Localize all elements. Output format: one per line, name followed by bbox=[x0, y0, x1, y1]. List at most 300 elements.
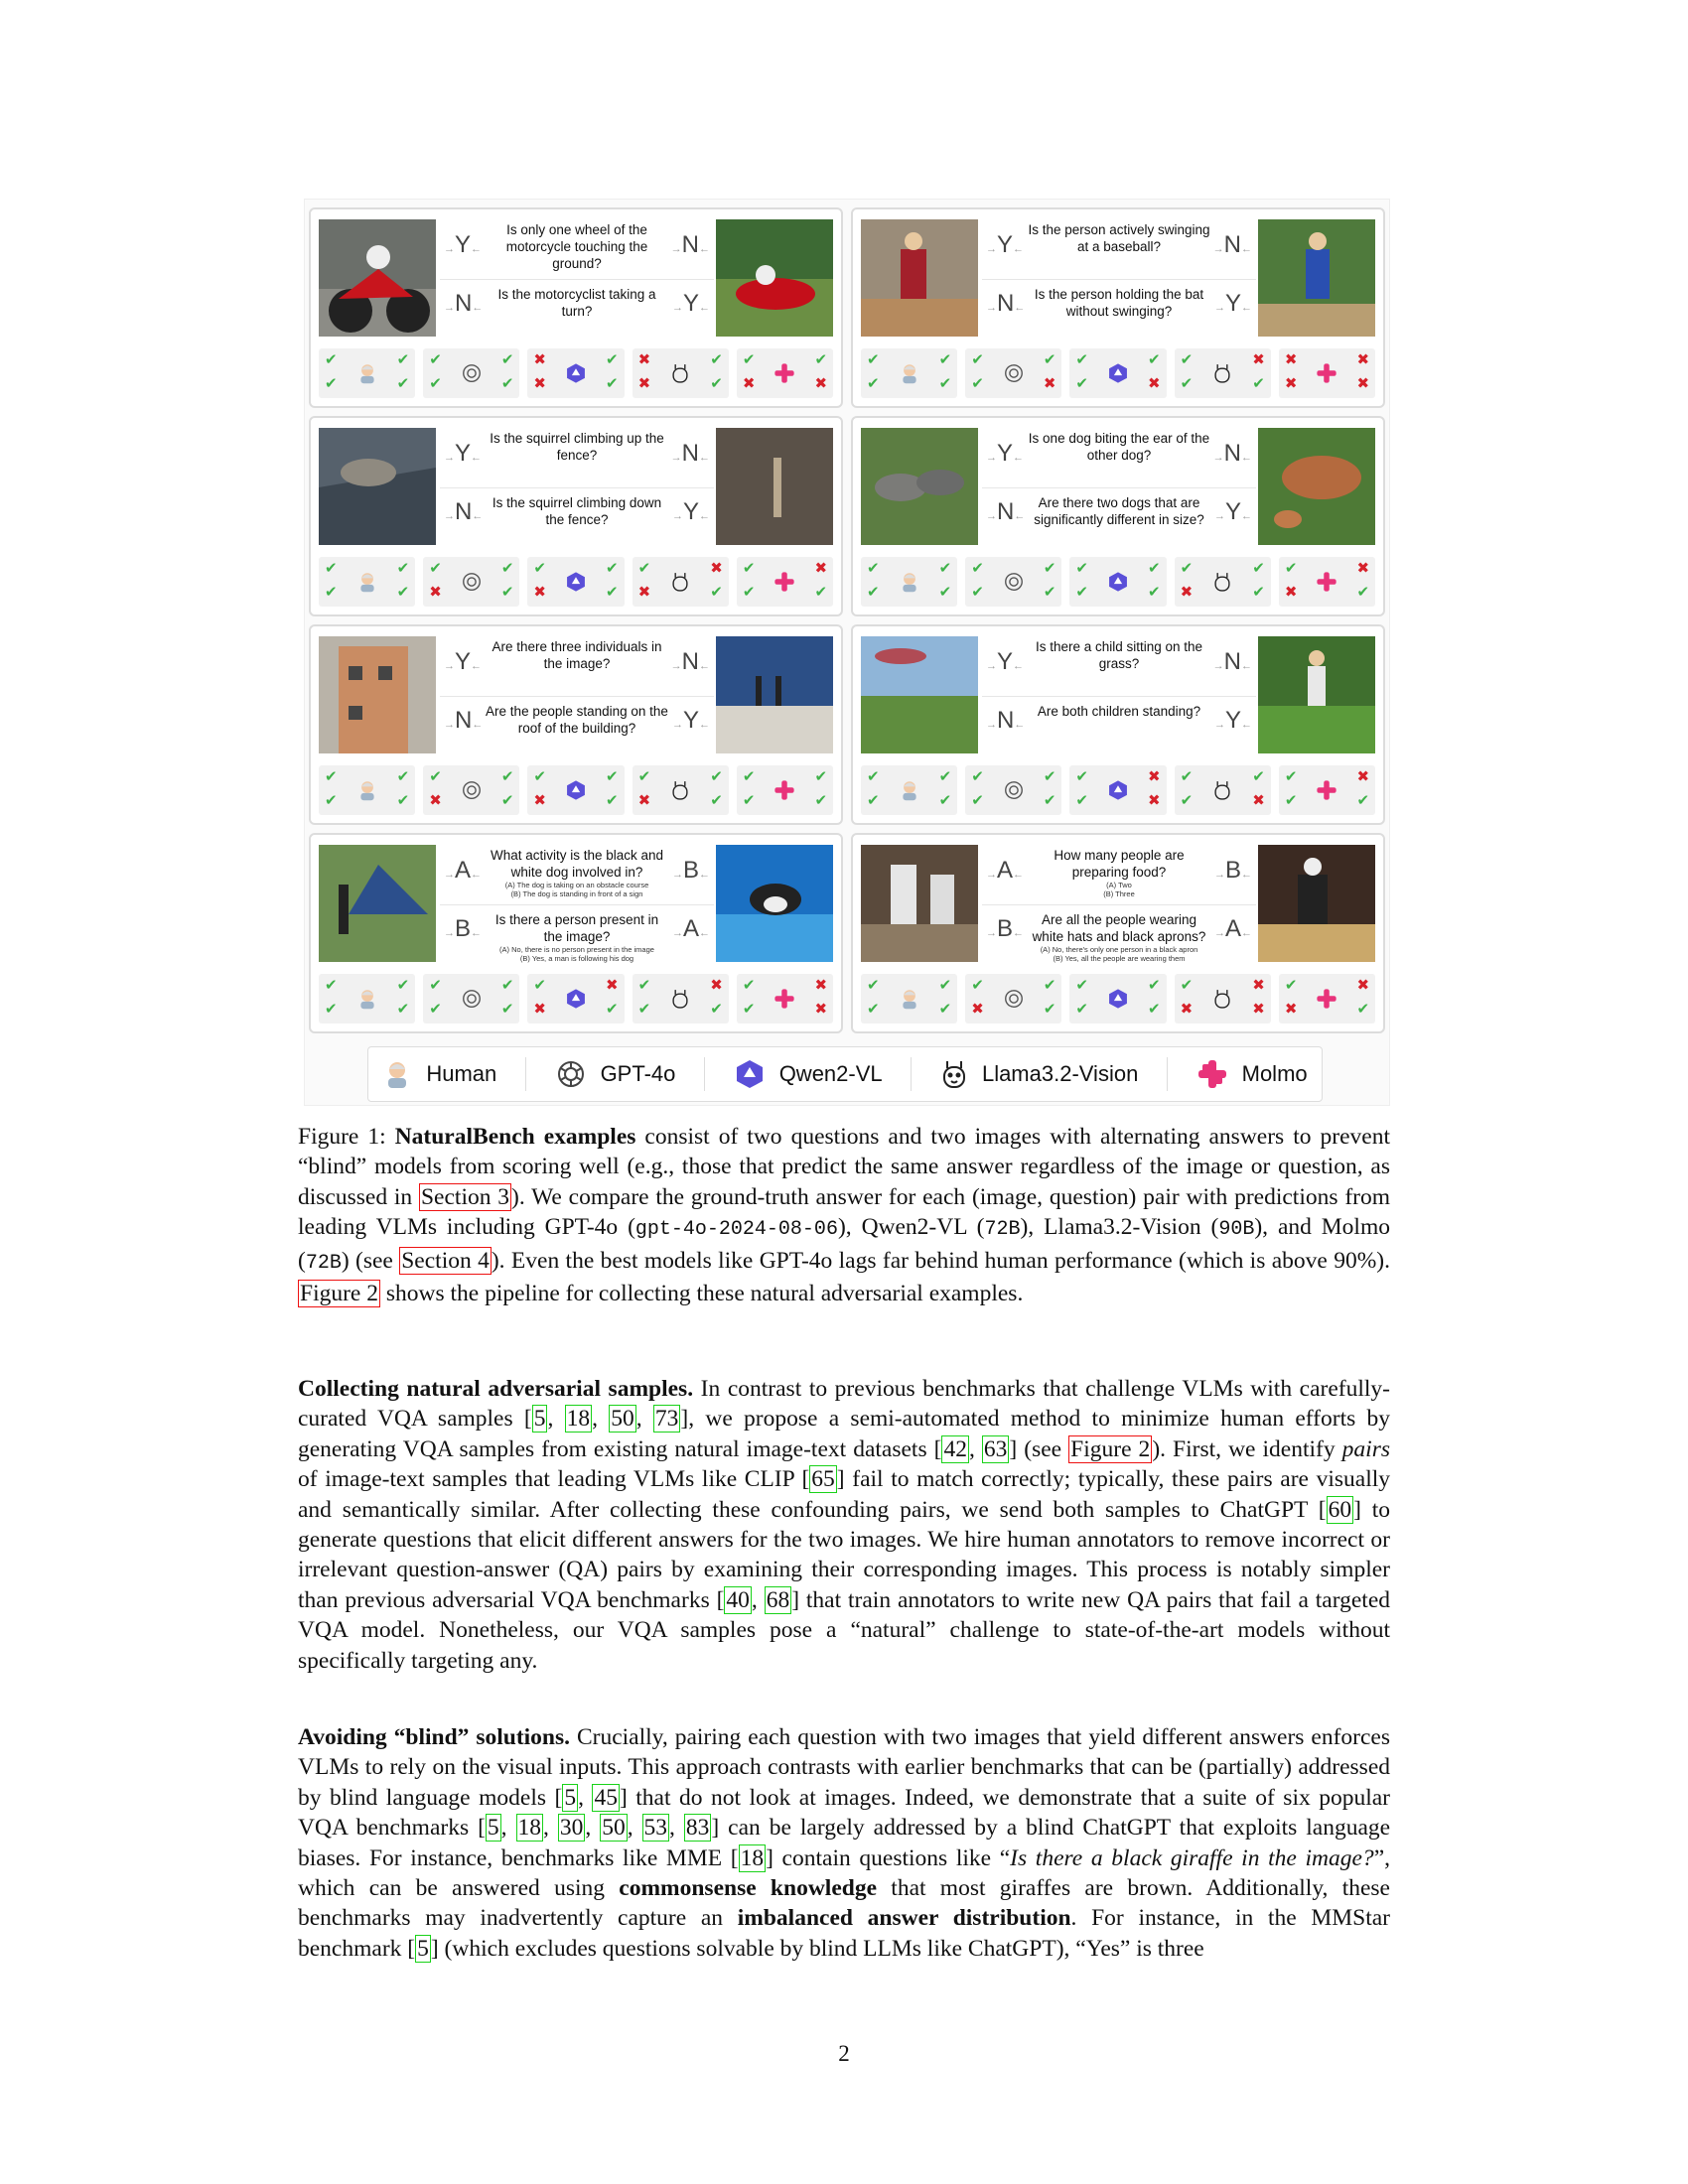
photo-motorcycle-left bbox=[319, 219, 436, 337]
check-icon: ✔ bbox=[938, 583, 952, 601]
openai-logo-icon bbox=[555, 1058, 587, 1090]
section-3-link[interactable]: Section 3 bbox=[420, 1183, 510, 1210]
check-icon: ✔ bbox=[1075, 976, 1088, 994]
arrow-icon: ← bbox=[471, 927, 483, 939]
check-icon: ✔ bbox=[814, 767, 828, 785]
arrow-icon: → bbox=[1212, 243, 1224, 255]
example-panel bbox=[309, 833, 843, 1033]
question-row-2 bbox=[440, 279, 714, 319]
prediction-row bbox=[861, 765, 1375, 815]
arrow-icon: ← bbox=[471, 660, 483, 672]
answer-right-2: →Y← bbox=[1213, 290, 1252, 317]
check-icon: ✔ bbox=[1075, 559, 1088, 577]
check-icon: ✔ bbox=[1284, 559, 1298, 577]
check-icon: ✔ bbox=[500, 791, 514, 809]
check-icon: ✔ bbox=[971, 559, 984, 577]
legend-qwen2vl: Qwen2-VL bbox=[734, 1058, 883, 1090]
check-icon: ✔ bbox=[1043, 767, 1056, 785]
answer-right-1: →N← bbox=[1212, 440, 1252, 467]
legend-llama: Llama3.2-Vision bbox=[940, 1058, 1138, 1090]
llama-logo-icon bbox=[1211, 362, 1233, 384]
openai-logo-icon bbox=[461, 362, 483, 384]
check-icon: ✔ bbox=[1043, 1000, 1056, 1018]
arrow-icon: → bbox=[1213, 719, 1225, 731]
prediction-cell-molmo bbox=[737, 765, 833, 815]
prediction-cell-molmo bbox=[1279, 765, 1375, 815]
arrow-icon: ← bbox=[1241, 927, 1252, 939]
prediction-cell-molmo bbox=[1279, 974, 1375, 1024]
arrow-icon: ← bbox=[471, 243, 483, 255]
check-icon: ✔ bbox=[742, 976, 756, 994]
cross-icon: ✖ bbox=[1356, 559, 1370, 577]
citation-link[interactable]: 42 bbox=[943, 1435, 967, 1462]
prediction-cell-gpt4o bbox=[965, 974, 1061, 1024]
answer-right-1: →N← bbox=[1212, 231, 1252, 258]
figure-2-link[interactable]: Figure 2 bbox=[300, 1281, 378, 1307]
check-icon: ✔ bbox=[500, 583, 514, 601]
question-1: How many people are preparing food? (A) Two (B) Three bbox=[1054, 848, 1185, 898]
citation-link[interactable]: 18 bbox=[566, 1406, 591, 1433]
check-icon: ✔ bbox=[814, 350, 828, 368]
arrow-icon: → bbox=[986, 660, 997, 672]
question-2: Are the people standing on the roof of the building? bbox=[486, 704, 668, 736]
question-1: Is one dog biting the ear of the other dog? bbox=[1028, 431, 1210, 463]
check-icon: ✔ bbox=[1180, 559, 1194, 577]
cross-icon: ✖ bbox=[1148, 374, 1161, 392]
photo-baseball-left bbox=[861, 219, 978, 337]
arrow-icon: ← bbox=[1241, 452, 1252, 464]
cross-icon: ✖ bbox=[533, 374, 546, 392]
figure-1 bbox=[304, 199, 1390, 1106]
llama-logo-icon bbox=[1211, 988, 1233, 1010]
citation-link[interactable]: 73 bbox=[654, 1406, 679, 1433]
arrow-icon: → bbox=[671, 869, 683, 881]
citation-link[interactable]: 18 bbox=[517, 1815, 541, 1842]
cross-icon: ✖ bbox=[1148, 767, 1161, 785]
check-icon: ✔ bbox=[429, 559, 442, 577]
prediction-cell-qwen2vl bbox=[1069, 765, 1166, 815]
cross-icon: ✖ bbox=[637, 791, 651, 809]
check-icon: ✔ bbox=[867, 559, 880, 577]
openai-logo-icon bbox=[1003, 988, 1025, 1010]
arrow-icon: → bbox=[986, 869, 997, 881]
arrow-icon: ← bbox=[699, 243, 710, 255]
arrow-icon: ← bbox=[699, 869, 710, 881]
arrow-icon: → bbox=[671, 927, 683, 939]
llama-logo-icon bbox=[669, 988, 691, 1010]
qwen-logo-icon bbox=[1107, 779, 1129, 801]
check-icon: ✔ bbox=[1148, 1000, 1161, 1018]
figure-caption: Figure 1: NaturalBench examples consist of two questions and two images with alternating answers to prevent “blind” models from scoring well (e.g., those that predict the same answer regardless of the image or question, as discussed in Section 3). We compare the ground-truth answer for each (image, question) pair with predictions from leading VLMs including GPT-4o (gpt-4o-2024-08-06), Qwen2-VL (72B), Llama3.2-Vision (90B), and Molmo (72B) (see Section 4). Even the best models like GPT-4o lags far behind human performance (which is above 90%). Figure 2 shows the pipeline for collecting these natural adversarial examples. bbox=[298, 1124, 1390, 1307]
citation-link[interactable]: 65 bbox=[811, 1466, 835, 1493]
citation-link[interactable]: 5 bbox=[487, 1815, 499, 1842]
check-icon: ✔ bbox=[1075, 374, 1088, 392]
cross-icon: ✖ bbox=[533, 583, 546, 601]
qwen-logo-icon bbox=[734, 1058, 766, 1090]
page-number: 2 bbox=[838, 2041, 850, 2066]
question-2: Is the squirrel climbing down the fence? bbox=[492, 495, 662, 527]
check-icon: ✔ bbox=[867, 350, 880, 368]
check-icon: ✔ bbox=[938, 350, 952, 368]
answer-left-1: →Y← bbox=[986, 648, 1025, 675]
llama-logo-icon bbox=[940, 1058, 968, 1090]
photo-child-right bbox=[1258, 636, 1375, 753]
prediction-cell-llama bbox=[1175, 348, 1271, 398]
check-icon: ✔ bbox=[938, 976, 952, 994]
check-icon: ✔ bbox=[606, 559, 619, 577]
cross-icon: ✖ bbox=[1252, 1000, 1265, 1018]
photo-dog-course-left bbox=[319, 845, 436, 962]
check-icon: ✔ bbox=[1252, 583, 1265, 601]
cross-icon: ✖ bbox=[1284, 350, 1298, 368]
cross-icon: ✖ bbox=[814, 1000, 828, 1018]
answer-left-2: →B← bbox=[986, 915, 1025, 942]
check-icon: ✔ bbox=[938, 559, 952, 577]
answer-right-2: →Y← bbox=[671, 290, 710, 317]
prediction-row bbox=[861, 557, 1375, 607]
citation-link[interactable]: 63 bbox=[983, 1435, 1008, 1462]
prediction-row bbox=[861, 974, 1375, 1024]
citation-link[interactable]: 5 bbox=[533, 1406, 546, 1433]
arrow-icon: → bbox=[986, 719, 997, 731]
prediction-cell-human bbox=[861, 974, 957, 1024]
prediction-cell-human bbox=[319, 348, 415, 398]
cross-icon: ✖ bbox=[1252, 350, 1265, 368]
human-icon bbox=[899, 362, 920, 384]
check-icon: ✔ bbox=[396, 583, 410, 601]
check-icon: ✔ bbox=[606, 791, 619, 809]
arrow-icon: ← bbox=[471, 869, 483, 881]
cross-icon: ✖ bbox=[637, 583, 651, 601]
answer-right-2: →A← bbox=[671, 915, 710, 942]
check-icon: ✔ bbox=[325, 350, 338, 368]
openai-logo-icon bbox=[1003, 571, 1025, 593]
check-icon: ✔ bbox=[429, 767, 442, 785]
example-panel bbox=[851, 833, 1385, 1033]
arrow-icon: ← bbox=[472, 719, 484, 731]
answer-right-1: →N← bbox=[670, 440, 710, 467]
check-icon: ✔ bbox=[710, 767, 723, 785]
prediction-cell-llama bbox=[1175, 557, 1271, 607]
question-1: What activity is the black and white dog involved in? (A) The dog is taking on an obstacle course (B) The dog is standing in front of a sign bbox=[490, 848, 664, 898]
prediction-cell-gpt4o bbox=[965, 557, 1061, 607]
arrow-icon: ← bbox=[1013, 927, 1025, 939]
llama-logo-icon bbox=[1211, 779, 1233, 801]
question-1: Is only one wheel of the motorcycle touching the ground? bbox=[505, 222, 648, 271]
cross-icon: ✖ bbox=[1356, 976, 1370, 994]
arrow-icon: → bbox=[986, 302, 997, 314]
check-icon: ✔ bbox=[1356, 583, 1370, 601]
qwen-logo-icon bbox=[565, 362, 587, 384]
citation-link[interactable]: 60 bbox=[1328, 1496, 1352, 1523]
qwen-logo-icon bbox=[565, 779, 587, 801]
check-icon: ✔ bbox=[1148, 583, 1161, 601]
prediction-cell-gpt4o bbox=[965, 348, 1061, 398]
answer-right-2: →A← bbox=[1213, 915, 1252, 942]
check-icon: ✔ bbox=[325, 559, 338, 577]
arrow-icon: ← bbox=[699, 719, 710, 731]
question-1: Are there three individuals in the image? bbox=[492, 639, 662, 671]
check-icon: ✔ bbox=[533, 767, 546, 785]
check-icon: ✔ bbox=[637, 767, 651, 785]
arrow-icon: → bbox=[444, 927, 455, 939]
question-row-2 bbox=[440, 904, 714, 963]
arrow-icon: → bbox=[986, 452, 997, 464]
citation-link[interactable]: 40 bbox=[726, 1586, 750, 1613]
qwen-logo-icon bbox=[1107, 571, 1129, 593]
molmo-logo-icon bbox=[774, 988, 795, 1010]
prediction-row bbox=[319, 765, 833, 815]
arrow-icon: → bbox=[444, 510, 455, 522]
openai-logo-icon bbox=[461, 988, 483, 1010]
answer-right-1: →B← bbox=[1213, 857, 1252, 884]
arrow-icon: → bbox=[670, 243, 682, 255]
prediction-row bbox=[319, 348, 833, 398]
molmo-logo-icon bbox=[1316, 571, 1337, 593]
check-icon: ✔ bbox=[1075, 1000, 1088, 1018]
prediction-cell-llama bbox=[633, 765, 729, 815]
arrow-icon: ← bbox=[1013, 660, 1025, 672]
human-icon bbox=[356, 779, 378, 801]
arrow-icon: → bbox=[444, 243, 455, 255]
check-icon: ✔ bbox=[814, 791, 828, 809]
question-2: Are there two dogs that are significantly different in size? bbox=[1034, 495, 1204, 527]
check-icon: ✔ bbox=[500, 1000, 514, 1018]
prediction-cell-qwen2vl bbox=[1069, 348, 1166, 398]
human-icon bbox=[899, 571, 920, 593]
legend-human: Human bbox=[382, 1059, 496, 1089]
answer-right-2: →Y← bbox=[671, 707, 710, 734]
check-icon: ✔ bbox=[533, 976, 546, 994]
check-icon: ✔ bbox=[325, 767, 338, 785]
cross-icon: ✖ bbox=[814, 976, 828, 994]
legend-divider bbox=[704, 1057, 705, 1091]
check-icon: ✔ bbox=[325, 976, 338, 994]
cross-icon: ✖ bbox=[1284, 1000, 1298, 1018]
check-icon: ✔ bbox=[500, 350, 514, 368]
check-icon: ✔ bbox=[867, 1000, 880, 1018]
answer-left-1: →Y← bbox=[444, 440, 483, 467]
prediction-cell-llama bbox=[1175, 974, 1271, 1024]
cross-icon: ✖ bbox=[1148, 791, 1161, 809]
cross-icon: ✖ bbox=[814, 374, 828, 392]
arrow-icon: ← bbox=[1014, 719, 1026, 731]
check-icon: ✔ bbox=[500, 976, 514, 994]
human-icon bbox=[899, 779, 920, 801]
human-icon bbox=[382, 1059, 412, 1089]
question-row-2 bbox=[440, 696, 714, 736]
molmo-logo-icon bbox=[774, 571, 795, 593]
photo-kitchen-left bbox=[861, 845, 978, 962]
arrow-icon: ← bbox=[1241, 302, 1252, 314]
question-2: Is there a person present in the image? (A) No, there is no person present in the image (B) Yes, a man is following his dog bbox=[494, 912, 659, 963]
check-icon: ✔ bbox=[1075, 791, 1088, 809]
check-icon: ✔ bbox=[742, 350, 756, 368]
arrow-icon: → bbox=[986, 927, 997, 939]
citation-link[interactable]: 83 bbox=[685, 1815, 710, 1842]
example-panel bbox=[309, 207, 843, 408]
question-1: Is there a child sitting on the grass? bbox=[1035, 639, 1203, 671]
qwen-logo-icon bbox=[1107, 362, 1129, 384]
arrow-icon: → bbox=[670, 452, 682, 464]
check-icon: ✔ bbox=[637, 559, 651, 577]
question-2: Is the person holding the bat without swinging? bbox=[1034, 287, 1204, 319]
cross-icon: ✖ bbox=[1284, 583, 1298, 601]
arrow-icon: ← bbox=[472, 302, 484, 314]
check-icon: ✔ bbox=[396, 350, 410, 368]
prediction-cell-human bbox=[319, 557, 415, 607]
prediction-cell-human bbox=[861, 557, 957, 607]
cross-icon: ✖ bbox=[1180, 1000, 1194, 1018]
check-icon: ✔ bbox=[325, 791, 338, 809]
citation-link[interactable]: 18 bbox=[740, 1844, 765, 1871]
photo-roof-right bbox=[716, 636, 833, 753]
check-icon: ✔ bbox=[606, 374, 619, 392]
check-icon: ✔ bbox=[1043, 350, 1056, 368]
check-icon: ✔ bbox=[938, 1000, 952, 1018]
check-icon: ✔ bbox=[867, 976, 880, 994]
check-icon: ✔ bbox=[1075, 350, 1088, 368]
cross-icon: ✖ bbox=[533, 1000, 546, 1018]
arrow-icon: ← bbox=[699, 660, 710, 672]
check-icon: ✔ bbox=[1043, 976, 1056, 994]
check-icon: ✔ bbox=[429, 374, 442, 392]
photo-building-left bbox=[319, 636, 436, 753]
molmo-logo-icon bbox=[774, 362, 795, 384]
arrow-icon: ← bbox=[471, 452, 483, 464]
check-icon: ✔ bbox=[971, 350, 984, 368]
cross-icon: ✖ bbox=[742, 374, 756, 392]
prediction-cell-gpt4o bbox=[423, 974, 519, 1024]
arrow-icon: → bbox=[986, 510, 997, 522]
check-icon: ✔ bbox=[938, 791, 952, 809]
cross-icon: ✖ bbox=[814, 559, 828, 577]
photo-squirrel-left bbox=[319, 428, 436, 545]
human-icon bbox=[899, 988, 920, 1010]
check-icon: ✔ bbox=[396, 767, 410, 785]
arrow-icon: → bbox=[1213, 302, 1225, 314]
check-icon: ✔ bbox=[1284, 791, 1298, 809]
cross-icon: ✖ bbox=[533, 350, 546, 368]
arrow-icon: ← bbox=[1013, 452, 1025, 464]
arrow-icon: → bbox=[671, 510, 683, 522]
arrow-icon: ← bbox=[1013, 869, 1025, 881]
check-icon: ✔ bbox=[1252, 767, 1265, 785]
citation-link[interactable]: 30 bbox=[559, 1815, 584, 1842]
check-icon: ✔ bbox=[742, 559, 756, 577]
arrow-icon: → bbox=[1213, 510, 1225, 522]
arrow-icon: ← bbox=[1241, 510, 1252, 522]
arrow-icon: → bbox=[444, 452, 455, 464]
question-2: Are all the people wearing white hats and black aprons? (A) No, there's only one person in a black apron (B) Yes, all the people are wearing them bbox=[1032, 912, 1206, 963]
prediction-cell-qwen2vl bbox=[527, 765, 624, 815]
check-icon: ✔ bbox=[1180, 350, 1194, 368]
check-icon: ✔ bbox=[1252, 374, 1265, 392]
prediction-row bbox=[319, 974, 833, 1024]
cross-icon: ✖ bbox=[1252, 976, 1265, 994]
legend-divider bbox=[1167, 1057, 1168, 1091]
prediction-cell-molmo bbox=[1279, 348, 1375, 398]
check-icon: ✔ bbox=[1356, 1000, 1370, 1018]
figure-2-link[interactable]: Figure 2 bbox=[1070, 1435, 1151, 1462]
check-icon: ✔ bbox=[1180, 791, 1194, 809]
legend-divider bbox=[525, 1057, 526, 1091]
cross-icon: ✖ bbox=[637, 350, 651, 368]
citation-link[interactable]: 5 bbox=[417, 1935, 429, 1962]
check-icon: ✔ bbox=[1356, 791, 1370, 809]
check-icon: ✔ bbox=[1180, 976, 1194, 994]
openai-logo-icon bbox=[1003, 779, 1025, 801]
check-icon: ✔ bbox=[500, 559, 514, 577]
citation-link[interactable]: 50 bbox=[611, 1406, 634, 1433]
citation-link[interactable]: 45 bbox=[594, 1784, 618, 1811]
check-icon: ✔ bbox=[742, 767, 756, 785]
check-icon: ✔ bbox=[1148, 559, 1161, 577]
question-1: Is the squirrel climbing up the fence? bbox=[490, 431, 664, 463]
prediction-cell-human bbox=[861, 348, 957, 398]
answer-left-1: →A← bbox=[986, 857, 1025, 884]
photo-dogs-left bbox=[861, 428, 978, 545]
cross-icon: ✖ bbox=[1356, 374, 1370, 392]
check-icon: ✔ bbox=[606, 583, 619, 601]
check-icon: ✔ bbox=[1043, 583, 1056, 601]
citation-link[interactable]: 68 bbox=[766, 1586, 790, 1613]
citation-link[interactable]: 5 bbox=[564, 1784, 577, 1811]
section-4-link[interactable]: Section 4 bbox=[401, 1247, 490, 1274]
check-icon: ✔ bbox=[396, 1000, 410, 1018]
prediction-cell-qwen2vl bbox=[527, 974, 624, 1024]
question-row-2 bbox=[982, 487, 1256, 527]
check-icon: ✔ bbox=[429, 976, 442, 994]
check-icon: ✔ bbox=[971, 767, 984, 785]
prediction-cell-molmo bbox=[737, 974, 833, 1024]
qwen-logo-icon bbox=[565, 571, 587, 593]
prediction-cell-llama bbox=[633, 557, 729, 607]
check-icon: ✔ bbox=[396, 559, 410, 577]
cross-icon: ✖ bbox=[637, 374, 651, 392]
answer-left-2: →N← bbox=[986, 498, 1026, 525]
check-icon: ✔ bbox=[396, 791, 410, 809]
arrow-icon: ← bbox=[1241, 719, 1252, 731]
photo-child-left bbox=[861, 636, 978, 753]
arrow-icon: → bbox=[671, 719, 683, 731]
arrow-icon: → bbox=[1213, 927, 1225, 939]
example-panel bbox=[309, 416, 843, 616]
check-icon: ✔ bbox=[1075, 583, 1088, 601]
llama-logo-icon bbox=[669, 779, 691, 801]
answer-right-2: →Y← bbox=[1213, 498, 1252, 525]
arrow-icon: → bbox=[444, 719, 455, 731]
llama-logo-icon bbox=[669, 362, 691, 384]
check-icon: ✔ bbox=[1284, 976, 1298, 994]
qwen-logo-icon bbox=[565, 988, 587, 1010]
answer-left-1: →Y← bbox=[986, 231, 1025, 258]
example-panel bbox=[309, 624, 843, 825]
cross-icon: ✖ bbox=[606, 976, 619, 994]
check-icon: ✔ bbox=[1284, 767, 1298, 785]
check-icon: ✔ bbox=[971, 374, 984, 392]
cross-icon: ✖ bbox=[533, 791, 546, 809]
arrow-icon: → bbox=[1212, 452, 1224, 464]
check-icon: ✔ bbox=[500, 374, 514, 392]
example-panel bbox=[851, 416, 1385, 616]
citation-link[interactable]: 53 bbox=[643, 1815, 668, 1842]
arrow-icon: → bbox=[671, 302, 683, 314]
prediction-cell-gpt4o bbox=[423, 765, 519, 815]
arrow-icon: → bbox=[1213, 869, 1225, 881]
citation-link[interactable]: 50 bbox=[602, 1815, 626, 1842]
arrow-icon: ← bbox=[472, 510, 484, 522]
